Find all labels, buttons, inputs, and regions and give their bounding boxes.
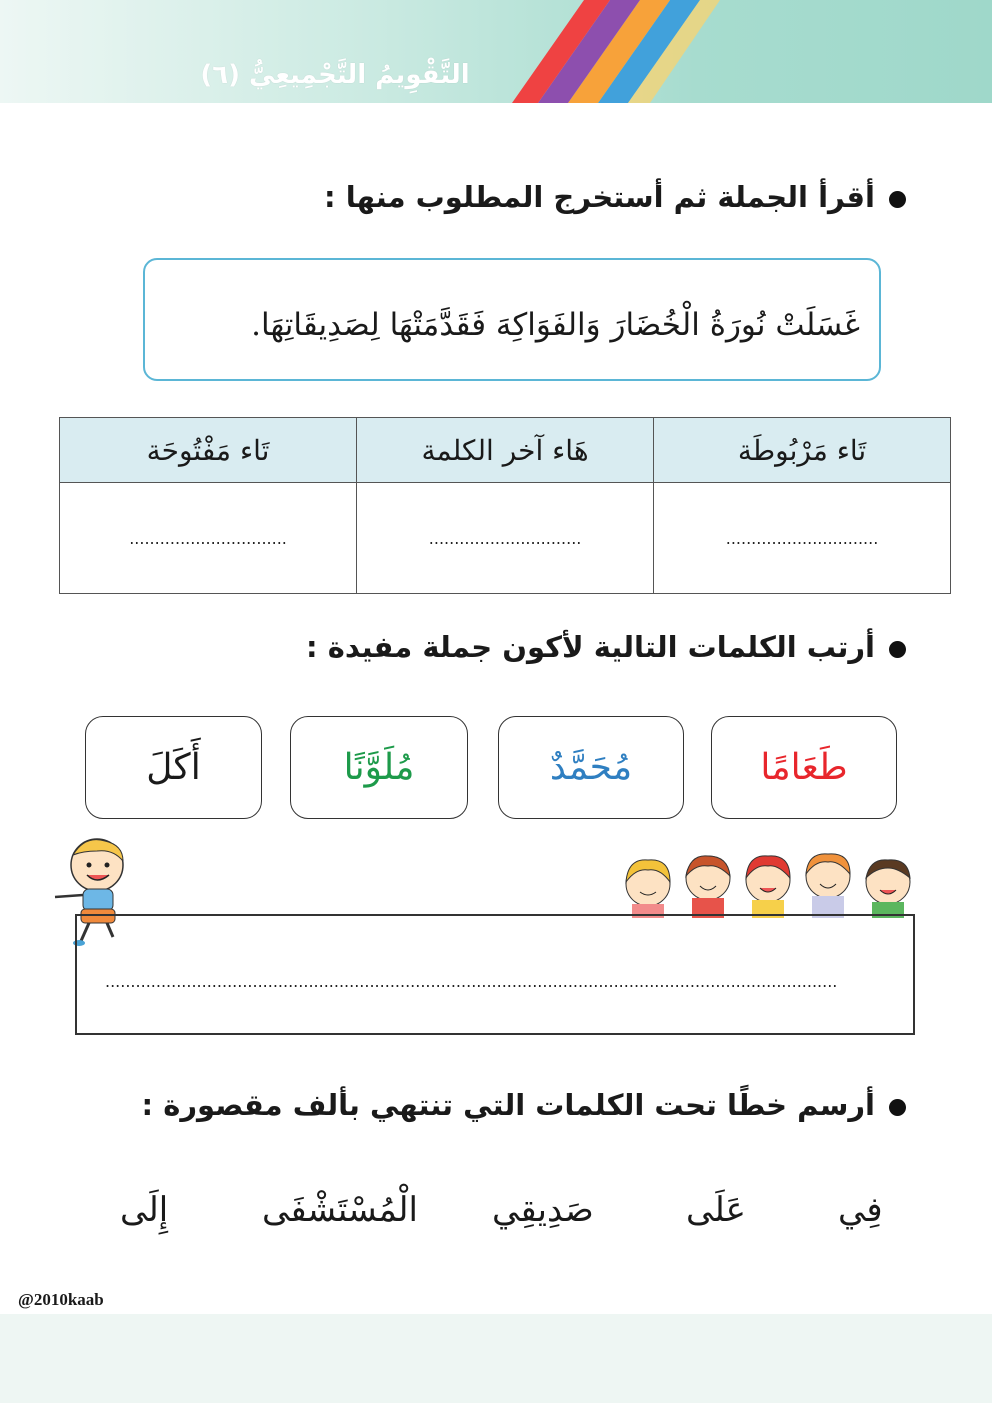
word-card-text: مُحَمَّدٌ — [549, 747, 633, 788]
answer-cell-haa-end[interactable]: .............................. — [357, 483, 654, 594]
word-card — [498, 716, 684, 819]
child-4 — [806, 854, 850, 918]
option-word[interactable]: صَدِيقِي — [492, 1190, 594, 1230]
word-card-text: طَعَامًا — [760, 747, 848, 788]
option-word[interactable]: فِي — [838, 1190, 883, 1230]
header-taa-marbuta: تَاء مَرْبُوطَة — [654, 418, 951, 483]
section1-heading-text: أقرأ الجملة ثم أستخرج المطلوب منها : — [324, 180, 875, 214]
header-taa-maftuha: تَاء مَفْتُوحَة — [60, 418, 357, 483]
bullet-icon — [889, 1099, 906, 1116]
header-banner — [0, 0, 992, 103]
footer-band — [0, 1314, 992, 1403]
answer-line[interactable]: ................................................................................................................................................ — [105, 972, 838, 991]
section2-heading — [306, 630, 906, 664]
word-card-text: أَكَلَ — [146, 747, 201, 788]
color-stripes-decoration — [500, 0, 720, 103]
section3-heading — [142, 1088, 906, 1122]
bullet-icon — [889, 191, 906, 208]
author-handle: @2010kaab — [18, 1290, 104, 1309]
answer-cell-taa-marbuta[interactable]: .............................. — [654, 483, 951, 594]
child-2 — [686, 856, 730, 918]
option-word[interactable]: عَلَى — [686, 1190, 746, 1230]
header-haa-end: هَاء آخر الكلمة — [357, 418, 654, 483]
bullet-icon — [889, 641, 906, 658]
section1-heading — [324, 180, 906, 214]
section2-heading-text: أرتب الكلمات التالية لأكون جملة مفيدة : — [306, 630, 875, 664]
children-illustration — [620, 848, 930, 918]
page-title: التَّقْوِيمُ التَّجْمِيعِيُّ (٦) — [200, 60, 470, 90]
child-5 — [866, 860, 910, 918]
child-1 — [626, 860, 670, 918]
option-word[interactable]: إِلَى — [120, 1190, 169, 1230]
child-3 — [746, 856, 790, 918]
word-card — [85, 716, 262, 819]
word-card — [290, 716, 468, 819]
extraction-table — [59, 417, 951, 594]
word-card — [711, 716, 897, 819]
sentence-text: غَسَلَتْ نُورَةُ الْخُضَارَ وَالفَوَاكِهَ فَقَدَّمَتْهَا لِصَدِيقَاتِهَا. — [251, 307, 860, 343]
section3-heading-text: أرسم خطًا تحت الكلمات التي تنتهي بألف مقصورة : — [141, 1088, 875, 1122]
answer-cell-taa-maftuha[interactable]: ............................... — [60, 483, 357, 594]
word-card-text: مُلَوَّنًا — [343, 747, 415, 788]
option-word[interactable]: الْمُسْتَشْفَى — [262, 1190, 418, 1230]
